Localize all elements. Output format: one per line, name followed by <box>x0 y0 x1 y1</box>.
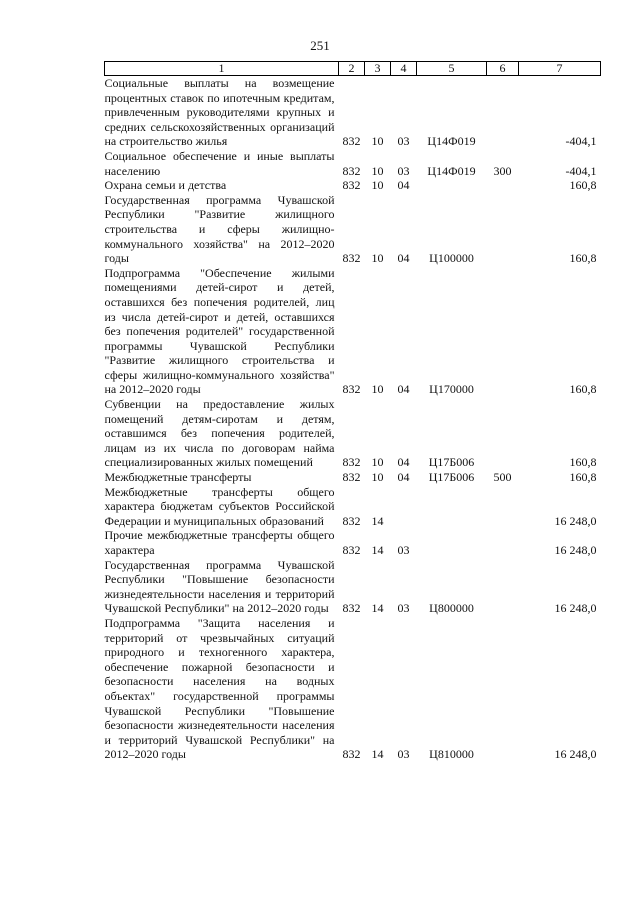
table-row <box>105 528 601 557</box>
table-row <box>105 178 601 193</box>
row-code-3: 10 <box>371 382 384 397</box>
row-code-5: Ц17Б006 <box>428 455 475 470</box>
row-code-6 <box>487 397 519 470</box>
row-code-5: Ц14Ф019 <box>427 163 476 178</box>
header-cell-2: 2 <box>339 62 365 76</box>
row-code-5: Ц170000 <box>429 382 474 397</box>
row-code-6 <box>487 266 519 397</box>
row-code-2: 832 <box>342 513 361 528</box>
budget-table <box>104 61 601 762</box>
row-code-4: 03 <box>397 543 410 557</box>
row-code-3: 10 <box>371 178 384 193</box>
row-code-4: 04 <box>397 251 410 266</box>
row-code-3: 10 <box>371 251 384 266</box>
row-code-3: 14 <box>371 747 384 762</box>
row-code-5: Ц14Ф019 <box>427 134 476 149</box>
row-amount: -404,1 <box>565 163 597 178</box>
header-cell-1: 1 <box>105 62 339 76</box>
table-row <box>105 558 601 616</box>
row-name: Подпрограмма "Обеспечение жилыми помещениями детей-сирот и детей, оставшихся без попечения родителей, лиц из числа детей-сирот и детей, оставшихся без попечения родителей" государственной программы Чувашской Республики "Развитие жилищного строительства и сферы жилищно-коммунального хозяйства" на 2012–2020 годы <box>104 265 335 397</box>
table-header <box>105 62 601 76</box>
row-code-4: 04 <box>397 455 410 470</box>
row-code-4: 03 <box>397 163 410 178</box>
row-code-2: 832 <box>342 543 361 557</box>
row-code-2: 832 <box>342 382 361 397</box>
header-cell-5: 5 <box>417 62 487 76</box>
row-code-6 <box>487 193 519 266</box>
row-code-6: 300 <box>493 163 512 178</box>
row-code-3: 14 <box>371 513 384 528</box>
row-code-4: 03 <box>397 601 410 616</box>
row-name: Субвенции на предоставление жилых помещений детям-сиротам и детям, оставшимся без попечения родителей, лицам из их числа по договорам найма специализированных жилых помещений <box>104 397 335 470</box>
row-amount: 16 248,0 <box>554 543 597 557</box>
row-code-4: 04 <box>397 178 410 193</box>
row-name: Межбюджетные трансферты <box>104 470 252 485</box>
row-code-3: 14 <box>371 601 384 616</box>
row-amount: 16 248,0 <box>554 747 597 762</box>
row-code-2: 832 <box>342 134 361 149</box>
row-code-4: 03 <box>397 747 410 762</box>
row-code-5: Ц800000 <box>429 601 474 616</box>
row-code-3: 10 <box>371 134 384 149</box>
row-code-2: 832 <box>342 163 361 178</box>
row-name: Государственная программа Чувашской Республики "Повышение безопасности жизнедеятельности населения и территорий Чувашской Республики" на 2012–2020 годы <box>104 557 335 616</box>
header-cell-6: 6 <box>487 62 519 76</box>
row-name: Подпрограмма "Защита населения и территорий от чрезвычайных ситуаций природного и техногенного характера, обеспечение пожарной безопасности и безопасности населения на водных объектах" государственной программы Чувашской Республики "Повышение безопасности жизнедеятельности населения и территорий Чувашской Республики" на 2012–2020 годы <box>104 615 335 762</box>
row-code-3: 10 <box>371 163 384 178</box>
row-code-6 <box>487 528 519 557</box>
table-row <box>105 76 601 149</box>
row-amount: 16 248,0 <box>554 601 597 616</box>
row-code-2: 832 <box>342 251 361 266</box>
row-name: Социальное обеспечение и иные выплаты населению <box>104 148 335 178</box>
row-code-2: 832 <box>342 178 361 193</box>
table-row <box>105 266 601 397</box>
row-amount: 160,8 <box>569 178 597 193</box>
row-code-5 <box>417 485 487 529</box>
row-name: Межбюджетные трансферты общего характера бюджетам субъектов Российской Федерации и муниципальных образований <box>104 484 335 528</box>
table-body <box>105 76 601 762</box>
row-code-6 <box>487 616 519 762</box>
row-amount: 160,8 <box>569 382 597 397</box>
row-code-2: 832 <box>342 455 361 470</box>
row-code-3: 10 <box>371 470 384 485</box>
row-code-6 <box>487 558 519 616</box>
row-code-2: 832 <box>342 601 361 616</box>
header-row <box>105 62 601 76</box>
table-row <box>105 470 601 485</box>
table-row <box>105 485 601 529</box>
row-name: Социальные выплаты на возмещение процентных ставок по ипотечным кредитам, привлеченным руководителями крупных и средних сельскохозяйственных организаций на строительство жилья <box>104 76 335 149</box>
header-cell-3: 3 <box>365 62 391 76</box>
table-row <box>105 616 601 762</box>
row-code-5 <box>417 178 487 193</box>
row-code-6: 500 <box>493 470 512 485</box>
row-amount: 160,8 <box>569 470 597 485</box>
row-amount: 16 248,0 <box>554 513 597 528</box>
row-amount: -404,1 <box>565 134 597 149</box>
row-code-2: 832 <box>342 747 361 762</box>
row-code-5: Ц17Б006 <box>428 470 475 485</box>
row-code-4 <box>391 485 417 529</box>
row-code-2: 832 <box>342 470 361 485</box>
row-code-6 <box>487 485 519 529</box>
row-code-5 <box>417 528 487 557</box>
table-row <box>105 149 601 178</box>
row-code-3: 14 <box>371 543 384 557</box>
row-name: Прочие межбюджетные трансферты общего характера <box>104 528 335 557</box>
header-cell-4: 4 <box>391 62 417 76</box>
row-amount: 160,8 <box>569 251 597 266</box>
row-code-3: 10 <box>371 455 384 470</box>
page-number: 251 <box>310 38 330 53</box>
table-row <box>105 193 601 266</box>
row-code-4: 04 <box>397 470 410 485</box>
header-cell-7: 7 <box>519 62 601 76</box>
row-name: Государственная программа Чувашской Республики "Развитие жилищного строительства и сферы жилищно-коммунального хозяйства" на 2012–2020 годы <box>104 192 335 266</box>
row-name: Охрана семьи и детства <box>104 178 227 193</box>
table-row <box>105 397 601 470</box>
row-code-4: 03 <box>397 134 410 149</box>
row-code-4: 04 <box>397 382 410 397</box>
row-code-5: Ц810000 <box>429 747 474 762</box>
row-code-6 <box>487 178 519 193</box>
row-code-5: Ц100000 <box>429 251 474 266</box>
row-code-6 <box>487 76 519 149</box>
row-amount: 160,8 <box>569 455 597 470</box>
